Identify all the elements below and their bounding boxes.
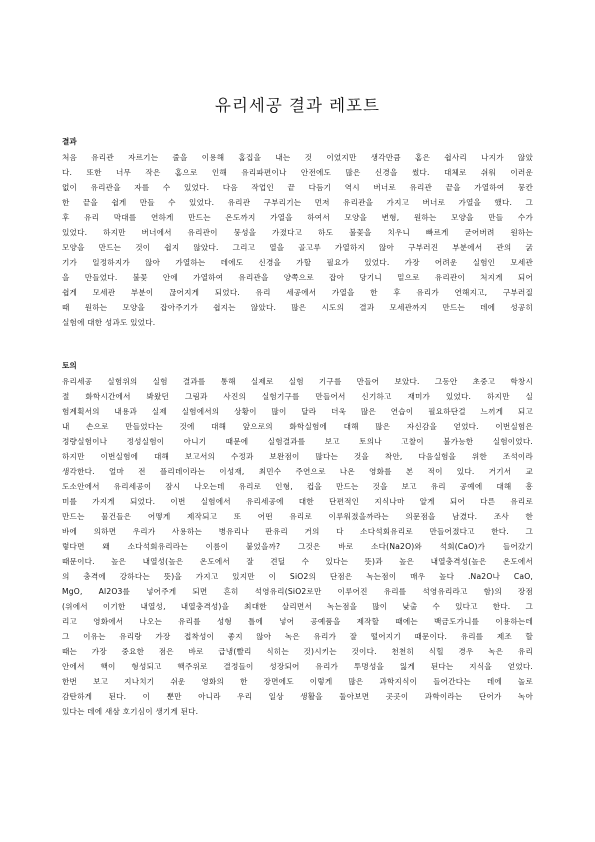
body-text-line: 다. 또한 너무 작은 홈으로 인해 유리파편이나 안전에도 많은 신경을 썼다. 대체로 쉬워 이러운 bbox=[62, 168, 533, 177]
body-text-line: 처음 유리관 자르기는 줄을 이용해 홈집을 내는 것 이었지만 생각만큼 홈은 쉽사리 나지가 않았 bbox=[62, 153, 533, 162]
section-heading: 토의 bbox=[62, 361, 77, 370]
body-text-line: 렇다면 왜 소다석회유리라는 이름이 붙었을까? 그것은 바로 소다(Na2O)와 석회(CaO)가 들어갔기 bbox=[62, 542, 533, 551]
body-text-line: 하지만 이번실험에 대해 보고서의 수정과 보완점이 많다는 것을 착안, 다음실험을 위한 조석이라 bbox=[62, 452, 533, 461]
document-title: 유리세공 결과 레포트 bbox=[215, 96, 380, 115]
body-text-line: 리고 영화에서 나오는 유리를 성형 틀에 넣어 공예품을 제작할 때에는 백금도가니를 이용하는데 bbox=[62, 617, 533, 626]
body-text-line: 험계획서의 내용과 실제 실험에서의 상황이 많이 달라 더욱 많은 연습이 필요하단걸 느끼게 되고 bbox=[62, 407, 533, 416]
body-text-line: 을 만들었다. 불꽃 안에 가열하여 유리관을 양쪽으로 잡아 당기니 밑으로 유리관이 처지게 되어 bbox=[62, 273, 533, 282]
body-text-line: 후 유리 막대를 연하게 만드는 온도까지 가열을 하여서 모양을 변형, 원하는 모양을 만들 수가 bbox=[62, 213, 533, 222]
body-text-line: 쉽게 모세관 부분이 끊어지게 되었다. 유리 세공에서 가열을 한 후 유리가 연해지고, 구부러질 bbox=[62, 288, 533, 297]
section-heading: 결과 bbox=[62, 137, 77, 146]
body-text-line: 만드는 물건들은 어떻게 제작되고 또 어떤 유리로 이루워졌을까라는 의문점을 남겼다. 조사 한 bbox=[62, 512, 533, 521]
section-body bbox=[62, 374, 533, 719]
body-text-line: 기가 일정하지가 않아 가열하는 데에도 신경을 가할 필요가 있었다. 가장 어려운 실험인 모세관 bbox=[62, 258, 533, 267]
body-text-line: 도소안에서 유리세공이 잠시 나오는데 유리로 인형, 컵을 만드는 것을 보고 유리 공예에 대해 흥 bbox=[62, 482, 533, 491]
body-text-line: 미를 가지게 되었다. 이번 실험에서 유리세공에 대한 단편적인 지식나마 알게 되어 다른 유리로 bbox=[62, 497, 533, 506]
body-text-line: 모양을 만드는 것이 쉽지 않았다. 그리고 열을 골고루 가열하지 않아 구부러진 부분에서 관의 굵 bbox=[62, 243, 533, 252]
body-text-line: 유리세공 실험위의 실험 결과를 통해 실제로 실험 기구를 만들어 보았다. 그동안 초중고 학창시 bbox=[62, 377, 533, 386]
body-text-line: 바에 의하면 우리가 사용하는 병유리나 판유리 거의 다 소다석회유리로 만들어졌다고 한다. 그 bbox=[62, 527, 533, 536]
body-text-line: 실험에 대한 성과도 있었다. bbox=[62, 318, 156, 327]
body-text-line: 생각한다. 얼마 전 플리데이라는 이성재, 최민수 주연으로 나온 영화를 본 적이 있다. 거기서 교 bbox=[62, 467, 533, 476]
body-text-line: MgO, Al2O3를 넣어주게 되면 흔히 석영유리(SiO2로만 이루어진 유리를 석영유리라고 함)의 장점 bbox=[62, 587, 533, 596]
body-text-line: 있었다. 하지만 버너에서 유리관이 뭉성을 가졌다고 하도 불꽃을 치우니 빠르게 굳어버려 원하는 bbox=[62, 228, 533, 237]
body-text-line: 절 화학시간에서 봐왔던 그림과 사진의 실험기구를 만들어서 신기하고 재미가 있었다. 하지만 실 bbox=[62, 392, 533, 401]
body-text-line: 있다는 데에 새삼 호기심이 생기게 된다. bbox=[62, 707, 199, 716]
body-text-line: (위에서 이기한 내열성, 내열충격성)을 최대한 살리면서 녹는점을 많이 낮출 수 있다고 한다. 그 bbox=[62, 602, 533, 611]
body-text-line: 정량실험이나 정성실험이 아니기 때문에 실험결과를 보고 토의나 고찰이 불가능한 실험이었다. bbox=[62, 437, 533, 446]
discussion-section bbox=[62, 359, 533, 719]
body-text-line: 내 손으로 만들었다는 것에 대해 앞으로의 화학실험에 대해 많은 자신감을 얻었다. 이번실험은 bbox=[62, 422, 533, 431]
section-body bbox=[62, 150, 533, 330]
body-text-line: 때는 가장 중요한 점은 바로 급냉(빨리 식히는 것)시키는 것이다. 천천히 식힐 경우 녹은 유리 bbox=[62, 647, 533, 656]
body-text-line: 한 끝을 쉽게 만들 수 있었다. 유리관 구부리기는 먼저 유리관을 가지고 버너로 가열을 했다. 그 bbox=[62, 198, 533, 207]
body-text-line: 때문이다. 높은 내열성(높은 온도에서 잘 견딜 수 있다는 뜻)과 높은 내열충격성(높은 온도에서 bbox=[62, 557, 533, 566]
result-section bbox=[62, 135, 533, 330]
body-text-line: 그 이유는 유리랑 가장 접착성이 좋지 않아 녹은 유리가 잘 떨어지기 때문이다. 유리를 제조 할 bbox=[62, 632, 533, 641]
body-text-line: 한번 보고 지나치기 쉬운 영화의 한 장면에도 이렇게 많은 과학지식이 들어간다는 데에 놀로 bbox=[62, 677, 533, 686]
body-text-line: 없이 유리관을 자를 수 있었다. 다음 작업인 끝 다듬기 역시 버너로 유리관 끝을 가열하여 뭉칸 bbox=[62, 183, 533, 192]
body-text-line: 때 원하는 모양을 잡아주기가 쉽지는 않았다. 많은 시도의 결과 모세관까지 만드는 데에 성공히 bbox=[62, 303, 533, 312]
body-text-line: 의 충격에 강하다는 뜻)을 가지고 있지만 이 SiO2의 단점은 녹는점이 매우 높다 .Na2O나 CaO, bbox=[62, 572, 533, 581]
body-text-line: 감탄하게 된다. 이 뿐만 아니라 우리 일상 생활을 둘아보면 곳곳이 과학이라는 단어가 녹아 bbox=[62, 692, 533, 701]
body-text-line: 안에서 핵이 형성되고 핵주위로 결정들이 성장되어 유리가 투명성을 잃게 된다는 지식을 얻었다. bbox=[62, 662, 533, 671]
